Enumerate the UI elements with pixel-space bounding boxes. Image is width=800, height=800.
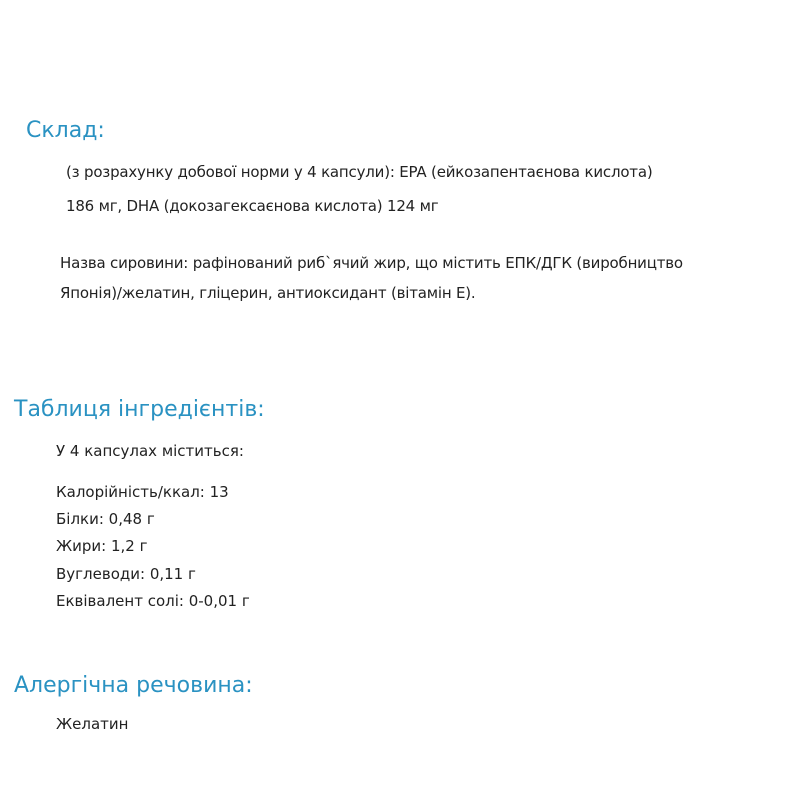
allergen-value: Желатин: [56, 715, 129, 733]
nutrition-item-calories: Калорійність/ккал: 13: [56, 483, 229, 501]
composition-dha-line: 186 мг, DHA (докозагексаєнова кислота) 124 мг: [66, 197, 439, 215]
ingredients-intro: У 4 капсулах міститься:: [56, 442, 244, 460]
raw-material-line-1: Назва сировини: рафінований риб`ячий жир, що містить ЕПК/ДГК (виробництво: [60, 254, 683, 272]
nutrition-item-salt: Еквівалент солі: 0-0,01 г: [56, 592, 250, 610]
nutrition-item-carbohydrates: Вуглеводи: 0,11 г: [56, 565, 196, 583]
composition-heading: Склад:: [26, 118, 105, 143]
composition-daily-norm-line: (з розрахунку добової норми у 4 капсули): EPA (ейкозапентаєнова кислота): [66, 163, 653, 181]
raw-material-line-2: Японія)/желатин, гліцерин, антиоксидант (вітамін Е).: [60, 284, 476, 302]
allergens-heading: Алергічна речовина:: [14, 673, 253, 698]
nutrition-item-fats: Жири: 1,2 г: [56, 537, 148, 555]
nutrition-item-proteins: Білки: 0,48 г: [56, 510, 155, 528]
ingredients-heading: Таблиця інгредієнтів:: [14, 397, 265, 422]
